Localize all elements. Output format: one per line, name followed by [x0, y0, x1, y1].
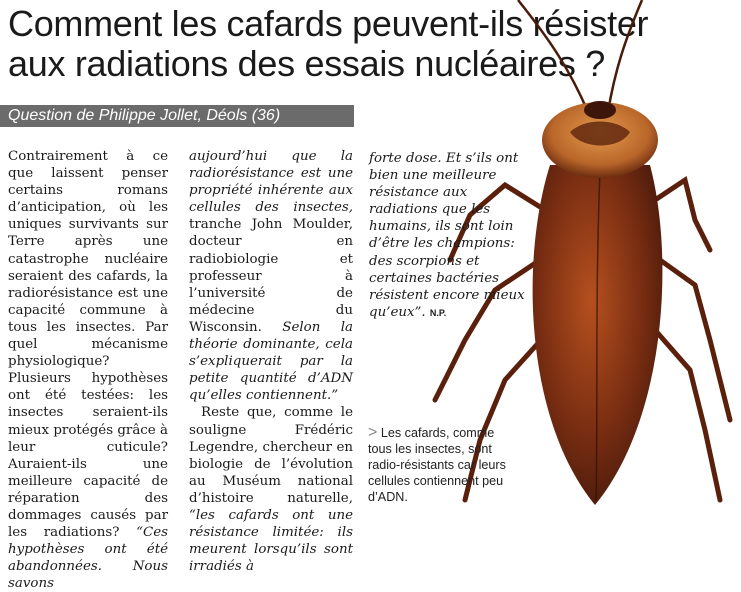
body-paragraph-2: Reste que, comme le souligne Frédéric Legendre, chercheur en biologie de l’évolution au Muséum national d’histoire naturelle,	[189, 405, 353, 506]
body-column-3	[369, 150, 529, 322]
photo-caption	[368, 425, 518, 505]
headline-line-1: Comment les cafards peuvent-ils résister	[8, 3, 649, 44]
question-bar	[0, 105, 354, 127]
body-quote-1: “Ces hypothèses ont été abandonnées. Nous savons	[8, 525, 168, 592]
caption-text: Les cafards, comme tous les insectes, sont radio-résistants car leurs cellules contiennent peu d’ADN.	[368, 426, 506, 504]
author-signature: N.P.	[429, 307, 447, 318]
body-column-1	[8, 148, 168, 592]
body-quote-2a: aujourd’hui que la radiorésistance est une propriété inhérente aux cellules des insectes,	[189, 149, 353, 216]
question-author: Question de Philippe Jollet, Déols (36)	[8, 107, 281, 124]
body-attribution: tranche John Moulder, docteur en radiobiologie et professeur à l’université de médecine du Wisconsin.	[189, 217, 353, 335]
body-quote-2c: “les cafards ont une résistance limitée: ils meurent lorsqu’ils sont irradiés à	[189, 507, 353, 575]
body-column-2	[189, 148, 353, 575]
headline-line-2: aux radiations des essais nucléaires ?	[8, 43, 605, 84]
caption-marker: >	[368, 424, 378, 441]
body-quote-2b: Selon la théorie dominante, cela s’expliquerait par la petite quantité d’ADN qu’elles contiennent.”	[189, 319, 353, 404]
body-quote-3: forte dose. Et s’ils ont bien une meilleure résistance aux radiations que les humains, ils sont loin d’être les champions: des scorpions et certaines bactéries résistent encore mieux qu’eux”.	[369, 151, 525, 320]
body-paragraph-1: Contrairement à ce que laissent penser certains romans d’anticipation, où les uniques survivants sur Terre après une catastrophe nucléaire seraient des cafards, la radiorésistance est une capacité commune à tous les insectes. Par quel mécanisme physiologique? Plusieurs hypothèses ont été testées: les insectes seraient-ils mieux protégés grâce à leur cuticule? Auraient-ils une meilleure capacité de réparation des dommages causés par les radiations?	[8, 149, 168, 541]
